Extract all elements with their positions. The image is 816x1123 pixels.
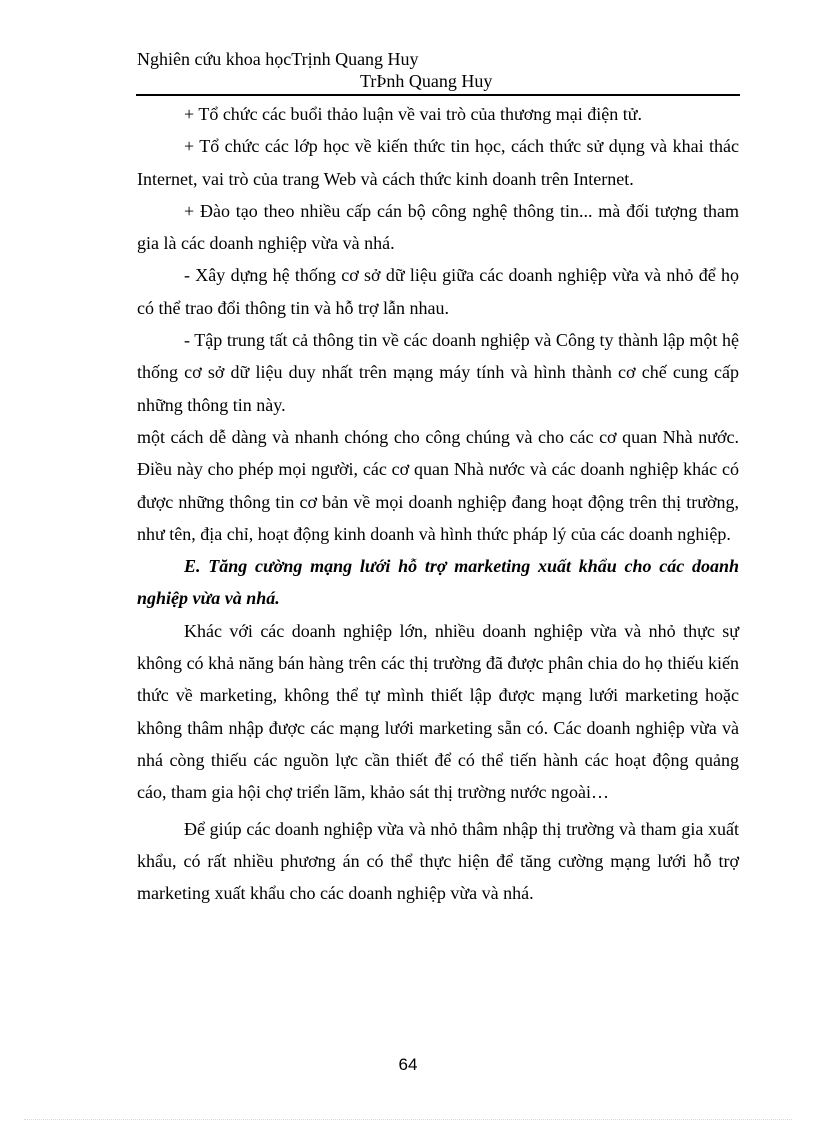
bullet-paragraph-3: + Đào tạo theo nhiều cấp cán bộ công nghệ thông tin... mà đối tượng tham gia là các doanh nghiệp vừa và nhá. (137, 200, 739, 254)
running-header-author: Nghiên cứu khoa họcTrịnh Quang Huy (137, 49, 419, 69)
page-number: 64 (398, 1055, 418, 1074)
body-paragraph-2: Để giúp các doanh nghiệp vừa và nhỏ thâm nhập thị trường và tham gia xuất khẩu, có rất nhiều phương án có thể thực hiện để tăng cường mạng lưới hỗ trợ marketing xuất khẩu cho các doanh nghiệp vừa và nhá. (137, 818, 739, 904)
dash-paragraph-1: - Xây dựng hệ thống cơ sở dữ liệu giữa các doanh nghiệp vừa và nhỏ để họ có thể trao đổi thông tin và hỗ trợ lẫn nhau. (137, 265, 739, 318)
body-paragraph-1: Khác với các doanh nghiệp lớn, nhiều doanh nghiệp vừa và nhỏ thực sự không có khả năng bán hàng trên các thị trường đã được phân chia do họ thiếu kiến thức về marketing, không thể tự mình thiết lập được mạng lưới marketing hoặc không thâm nhập được các mạng lưới marketing sẵn có. Các doanh nghiệp vừa và nhá còng thiếu các nguồn lực cần thiết để có thể tiến hành các hoạt động quảng cáo, tham gia hội chợ triển lãm, khảo sát thị trường nước ngoài… (137, 620, 739, 803)
continuation-paragraph: một cách dễ dàng và nhanh chóng cho công chúng và cho các cơ quan Nhà nước. Điều này cho phép mọi người, các cơ quan Nhà nước và các doanh nghiệp khác có được những thông tin cơ bản về mọi doanh nghiệp đang hoạt động trên thị trường, như tên, địa chỉ, hoạt động kinh doanh và hình thức pháp lý của các doanh nghiệp. (137, 426, 739, 544)
bullet-paragraph-2: + Tổ chức các lớp học về kiến thức tin học, cách thức sử dụng và khai thác Internet, vai trò của trang Web và cách thức kinh doanh trên Internet. (137, 136, 739, 189)
bullet-paragraph-1: + Tổ chức các buổi thảo luận về vai trò của thương mại điện tử. (184, 104, 642, 124)
section-heading: E. Tăng cường mạng lưới hỗ trợ marketing xuất khẩu cho các doanh nghiệp vừa và nhá. (137, 556, 739, 609)
page-bottom-border (24, 1119, 792, 1120)
document-body (137, 98, 739, 909)
dash-paragraph-2: - Tập trung tất cả thông tin về các doanh nghiệp và Công ty thành lập một hệ thống cơ sở dữ liệu duy nhất trên mạng máy tính và hình thành cơ chế cung cấp những thông tin này. (137, 330, 739, 415)
header-divider (136, 94, 740, 96)
running-header-name: TrÞnh Quang Huy (360, 71, 493, 91)
